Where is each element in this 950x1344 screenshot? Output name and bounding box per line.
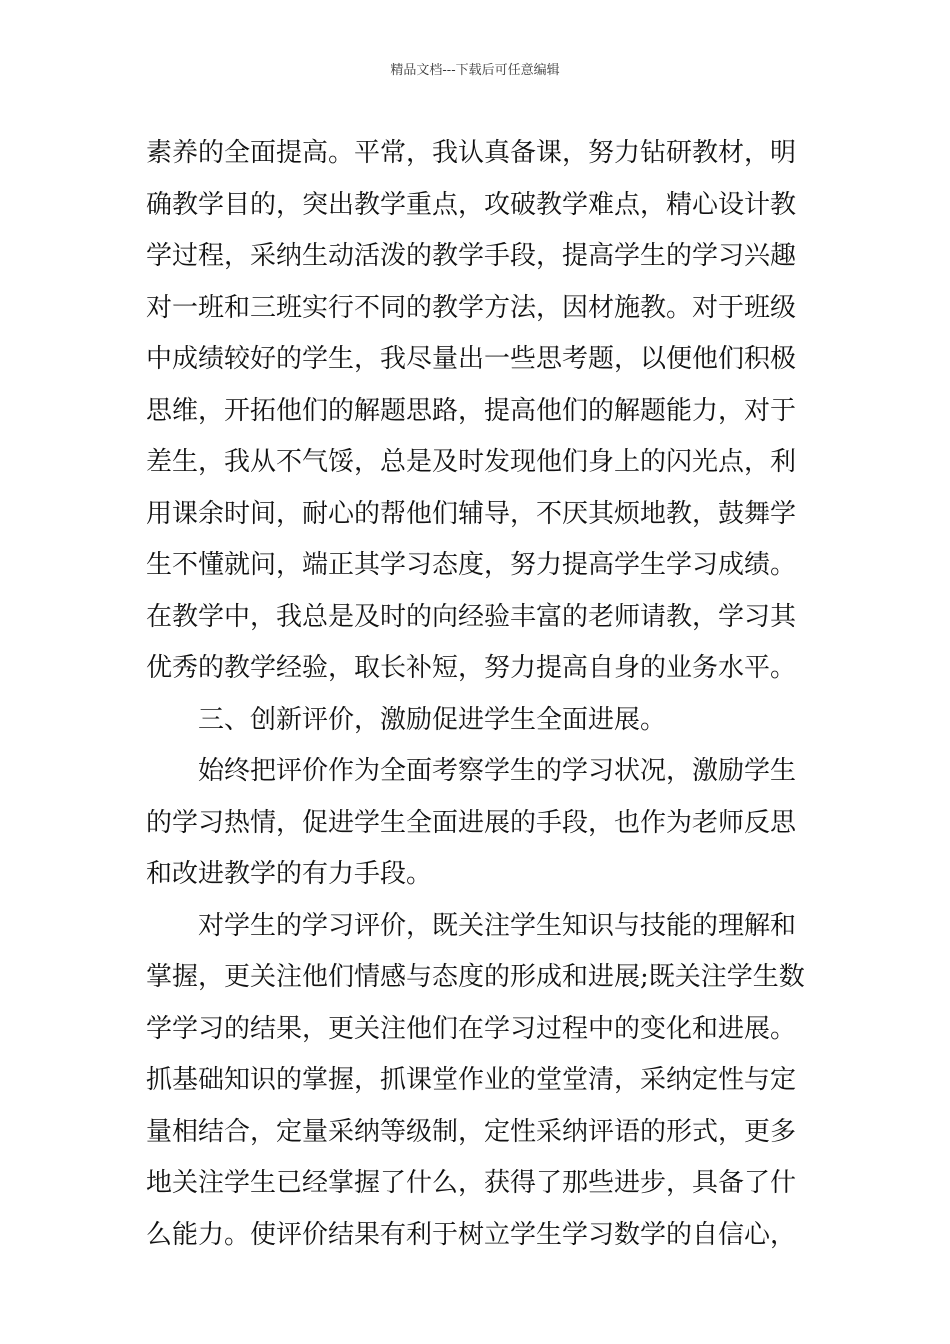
paragraph-start-line: 对学生的学习评价，既关注学生知识与技能的理解和 bbox=[198, 910, 797, 941]
text-line: 优秀的教学经验，取长补短，努力提高自身的业务水平。 bbox=[146, 653, 797, 683]
text-line: 中成绩较好的学生，我尽量出一些思考题，以便他们积极 bbox=[146, 344, 797, 374]
body-text bbox=[146, 128, 816, 1261]
text-line: 差生，我从不气馁，总是及时发现他们身上的闪光点，利 bbox=[146, 447, 797, 477]
text-line: 素养的全面提高。平常，我认真备课，努力钻研教材，明 bbox=[146, 138, 797, 168]
text-line: 对一班和三班实行不同的教学方法，因材施教。对于班级 bbox=[146, 292, 797, 323]
text-line: 抓基础知识的掌握，抓课堂作业的堂堂清，采纳定性与定 bbox=[146, 1065, 797, 1095]
page-header: 精品文档---下载后可任意编辑 bbox=[390, 63, 560, 78]
text-line: 思维，开拓他们的解题思路，提高他们的解题能力，对于 bbox=[146, 395, 797, 426]
text-line: 在教学中，我总是及时的向经验丰富的老师请教，学习其 bbox=[146, 601, 797, 632]
section-heading: 三、创新评价，激励促进学生全面进展。 bbox=[198, 704, 667, 735]
paragraph-start-line: 始终把评价作为全面考察学生的学习状况，激励学生 bbox=[198, 756, 797, 786]
text-line: 么能力。使评价结果有利于树立学生学习数学的自信心， bbox=[146, 1219, 797, 1250]
text-line: 掌握，更关注他们情感与态度的形成和进展;既关注学生数 bbox=[146, 962, 805, 992]
text-line: 量相结合，定量采纳等级制，定性采纳评语的形式，更多 bbox=[146, 1116, 797, 1147]
text-line: 用课余时间，耐心的帮他们辅导，不厌其烦地教，鼓舞学 bbox=[146, 498, 797, 529]
text-line: 地关注学生已经掌握了什么，获得了那些进步，具备了什 bbox=[146, 1168, 797, 1198]
text-line: 生不懂就问，端正其学习态度，努力提高学生学习成绩。 bbox=[146, 550, 797, 580]
text-line: 和改进教学的有力手段。 bbox=[146, 859, 433, 889]
text-line: 确教学目的，突出教学重点，攻破教学难点，精心设计教 bbox=[146, 189, 797, 220]
text-line: 的学习热情，促进学生全面进展的手段，也作为老师反思 bbox=[146, 807, 797, 838]
text-line: 学过程，采纳生动活泼的教学手段，提高学生的学习兴趣 bbox=[146, 241, 797, 271]
text-line: 学学习的结果，更关注他们在学习过程中的变化和进展。 bbox=[146, 1013, 797, 1044]
